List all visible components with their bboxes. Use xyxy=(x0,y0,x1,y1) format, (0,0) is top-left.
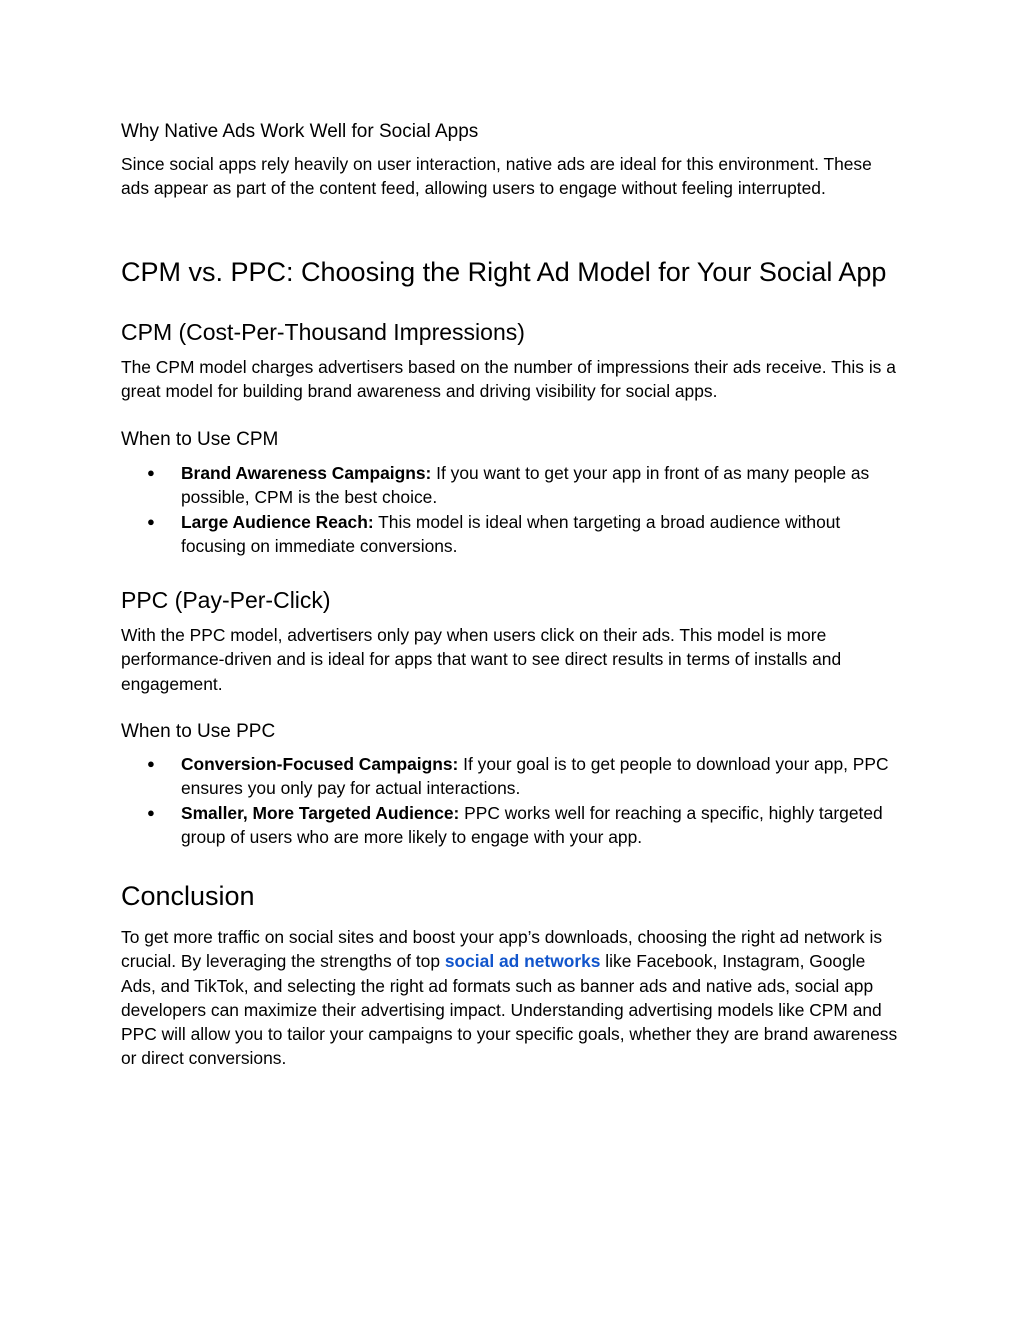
ppc-heading: PPC (Pay-Per-Click) xyxy=(121,587,331,613)
conclusion-text-before: To get more traffic on social sites and boost your app’s downloads, choosing the right ad network is crucial. By leveraging the strengths of top xyxy=(121,927,883,972)
conclusion-paragraph xyxy=(121,925,901,1071)
native-ads-paragraph: Since social apps rely heavily on user interaction, native ads are ideal for this environment. These ads appear as part of the content feed, allowing users to engage without feeling interrupted. xyxy=(121,154,872,199)
native-ads-heading: Why Native Ads Work Well for Social Apps xyxy=(121,121,479,142)
cpm-vs-ppc-heading: CPM vs. PPC: Choosing the Right Ad Model for Your Social App xyxy=(121,257,887,287)
bullet-icon: ● xyxy=(147,513,155,529)
bullet-icon: ● xyxy=(147,804,155,820)
conclusion-heading: Conclusion xyxy=(121,881,255,911)
bullet-icon: ● xyxy=(147,756,155,771)
cpm-heading: CPM (Cost-Per-Thousand Impressions) xyxy=(121,319,525,345)
list-item-title: Smaller, More Targeted Audience: xyxy=(181,802,460,823)
list-item-title: Large Audience Reach: xyxy=(181,511,374,532)
list-item xyxy=(121,752,901,801)
list-item-text: This model is ideal when targeting a broad audience without focusing on immediate conversions. xyxy=(181,511,841,556)
ppc-bullet-list xyxy=(121,752,901,849)
list-item-text: PPC works well for reaching a specific, highly targeted group of users who are more likely to engage with your app. xyxy=(181,802,883,847)
cpm-paragraph: The CPM model charges advertisers based on the number of impressions their ads receive. This is a great model for building brand awareness and driving visibility for social apps. xyxy=(121,357,896,402)
when-to-use-cpm-heading: When to Use CPM xyxy=(121,429,279,450)
list-item xyxy=(121,461,901,510)
list-item-title: Conversion-Focused Campaigns: xyxy=(181,754,459,774)
bullet-icon: ● xyxy=(147,465,155,480)
list-item-text: If your goal is to get people to download your app, PPC ensures you only pay for actual interactions. xyxy=(181,754,889,799)
list-item xyxy=(121,801,901,850)
list-item xyxy=(121,510,901,559)
list-item-title: Brand Awareness Campaigns: xyxy=(181,463,432,483)
list-item-text: If you want to get your app in front of as many people as possible, CPM is the best choice. xyxy=(181,463,870,508)
conclusion-text-after: like Facebook, Instagram, Google Ads, and TikTok, and selecting the right ad formats such as banner ads and native ads, social app developers can maximize their advertising impact. Understanding advertising models like CPM and PPC will allow you to tailor your campaigns to your specific goals, whether they are brand awareness or direct conversions. xyxy=(121,951,898,1069)
cpm-bullet-list xyxy=(121,461,901,558)
social-ad-networks-link[interactable]: social ad networks xyxy=(444,951,601,972)
when-to-use-ppc-heading: When to Use PPC xyxy=(121,721,276,742)
ppc-paragraph: With the PPC model, advertisers only pay when users click on their ads. This model is more performance-driven and is ideal for apps that want to see direct results in terms of installs and engagement. xyxy=(121,625,842,694)
